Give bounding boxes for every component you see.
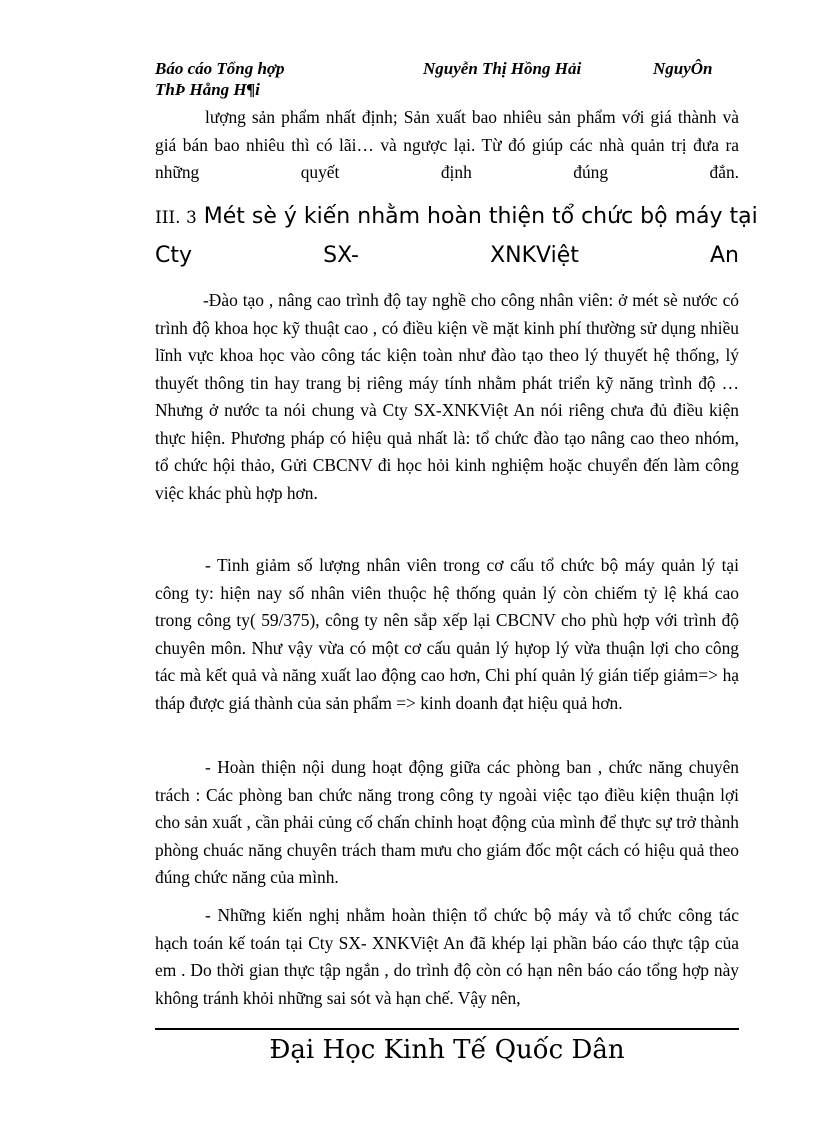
section-title-word: SX- <box>323 243 359 268</box>
intro-paragraph: lượng sản phẩm nhất định; Sản xuất bao nhiêu sản phẩm với giá thành và giá bán bao nhiêu thì có lãi… và ngược lại. Từ đó giúp các nhà quản trị đưa ra những quyết định đúng đắn. <box>155 107 739 182</box>
footer-divider <box>155 1028 739 1030</box>
page-footer: Đại Học Kinh Tế Quốc Dân <box>269 1035 625 1065</box>
section-heading-line-2 <box>155 237 739 275</box>
header-author-name-legacy-1: NguyÔn <box>653 59 713 78</box>
section-title-line-1: Mét sè ý kiến nhằm hoàn thiện tổ chức bộ máy tại <box>203 204 758 229</box>
section-title-word: Cty <box>155 243 193 268</box>
header-author-name-legacy-2: ThÞ Hång H¶i <box>155 80 260 99</box>
section-title-word: An <box>709 243 739 268</box>
header-report-title: Báo cáo Tổng hợp <box>155 59 285 78</box>
section-heading <box>155 198 758 275</box>
paragraph-training: -Đào tạo , nâng cao trình độ tay nghề cho công nhân viên: ở mét sè nước có trình độ khoa học kỹ thuật cao , có điều kiện về mặt kinh phí thường sử dụng nhiều lĩnh vực khoa học vào công tác kiện toàn như đào tạo theo lý thuyết hệ thống, lý thuyết thông tin hay trang bị riêng máy tính nhằm phát triển kỹ năng trình độ …Nhưng ở nước ta nói chung và Cty SX-XNKViệt An nói riêng chưa đủ điều kiện thực hiện. Phương pháp có hiệu quả nhất là: tổ chức đào tạo nâng cao theo nhóm, tổ chức hội thảo, Gửi CBCNV đi học hỏi kinh nghiệm hoặc chuyển đến làm công việc khác phù hợp hơn. <box>155 290 739 503</box>
section-number: III. 3 <box>155 208 197 228</box>
header-author-name: Nguyễn Thị Hồng Hải <box>423 59 582 78</box>
paragraph-department-improvement: - Hoàn thiện nội dung hoạt động giữa các phòng ban , chức năng chuyên trách : Các phòng ban chức năng trong công ty ngoài việc tạo điều kiện thuận lợi cho sản xuất , cần phải củng cố chấn chỉnh hoạt động của mình để thực sự trở thành phòng chuác năng chuyên trách tham mưu cho giám đốc một cách có hiệu quả theo đúng chức năng của mình. <box>155 757 739 887</box>
paragraph-conclusion: - Những kiến nghị nhằm hoàn thiện tổ chức bộ máy và tổ chức công tác hạch toán kế toán tại Cty SX- XNKViệt An đã khép lại phần báo cáo thực tập của em . Do thời gian thực tập ngắn , do trình độ còn có hạn nên báo cáo tổng hợp này không tránh khỏi những sai sót và hạn chế. Vậy nên, <box>155 905 739 1008</box>
paragraph-staff-reduction: - Tinh giảm số lượng nhân viên trong cơ cấu tổ chức bộ máy quản lý tại công ty: hiện nay số nhân viên thuộc hệ thống quản lý còn chiếm tỷ lệ khá cao trong công ty( 59/375), công ty nên sắp xếp lại CBCNV cho phù hợp với trình độ chuyên môn. Như vậy vừa có một cơ cấu quản lý hựop lý vừa thuận lợi cho công tác mà kết quả và năng xuất lao động cao hơn, Chi phí quản lý gián tiếp giảm=> hạ tháp được giá thành của sản phẩm => kinh doanh đạt hiệu quả hơn. <box>155 555 739 713</box>
section-title-word: XNKViệt <box>490 243 579 268</box>
section-heading-line-1 <box>155 198 758 237</box>
